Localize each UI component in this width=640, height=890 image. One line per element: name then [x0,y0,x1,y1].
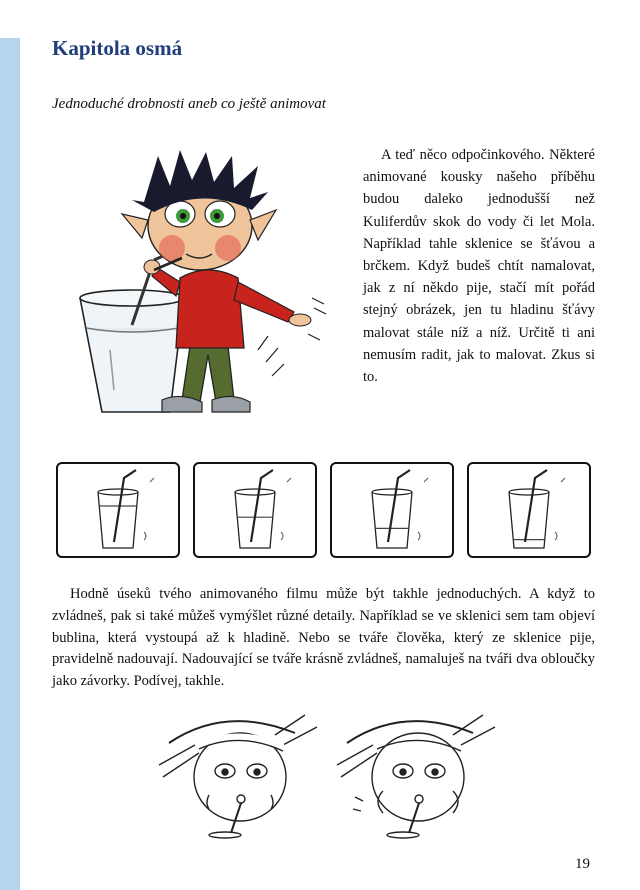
boy-drinking-illustration [62,150,332,425]
animation-frame [194,463,316,557]
animation-frame [57,463,179,557]
side-margin-band [0,38,20,890]
main-paragraph: Hodně úseků tvého animovaného filmu může být takhle jednoduchých. A když to zvládneš, pak si také můžeš vymýšlet různé detaily. Například se ve sklenici sem tam objeví bublina, která vystoupá až k hladině. Nebo se tváře člověka, který ze sklenice pije, pravidelně nadouvají. Nadouvající se tváře krásně zvládneš, namaluješ na tváři dva obloučky jako závorky. Podívej, takhle. [52,586,595,690]
puffed-cheeks-faces-illustration [155,705,515,845]
page-number: 19 [575,856,590,872]
face-right [337,715,495,838]
face-left [159,715,317,838]
chapter-title: Kapitola osmá [52,36,183,60]
animation-frame [331,463,453,557]
animation-frame [468,463,590,557]
intro-paragraph: A teď něco odpočinkového. Některé animované kousky našeho příběhu budou daleko jednodušší než Kuliferdův skok do vody či let Mola. Například tahle sklenice se šťávou a brčkem. Když budeš chtít namalovat, jak z ní někdo pije, stačí mít pořád stejný obrázek, jen tu hladinu šťávy malovat stále níž a níž. Určitě ti ani nemusím radit, jak to malovat. Zkus si to. [363,147,595,386]
animation-frames-strip [56,462,596,562]
chapter-subtitle: Jednoduché drobnosti aneb co ještě animovat [52,96,326,112]
